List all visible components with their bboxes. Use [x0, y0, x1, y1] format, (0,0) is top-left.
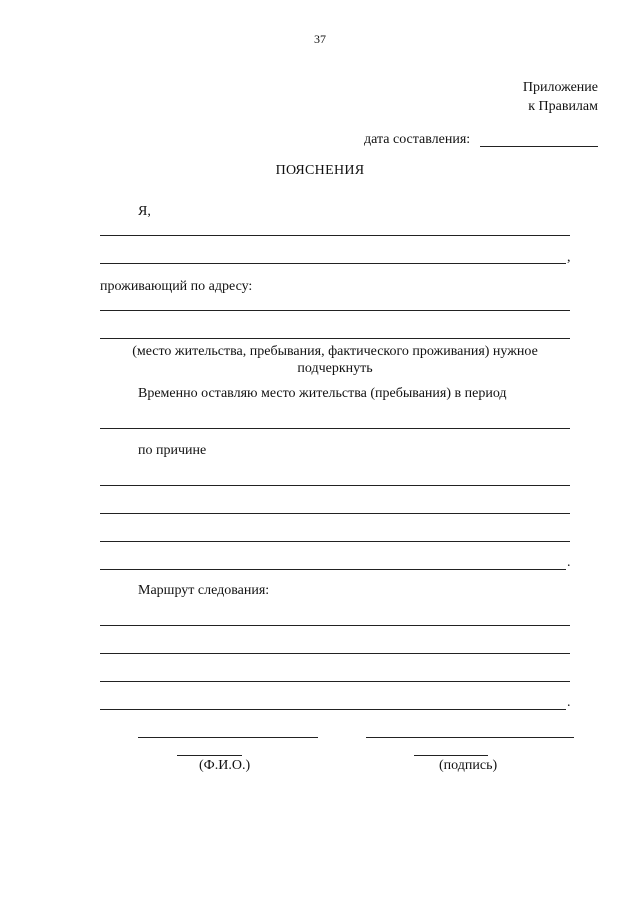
annex-header [523, 78, 598, 116]
address-note [100, 343, 570, 377]
address-field-line-2[interactable] [100, 338, 570, 339]
fio-field[interactable] [138, 737, 318, 738]
fio-underline [177, 755, 242, 756]
address-note-line-2: подчеркнуть [297, 361, 373, 376]
signature-underline [414, 755, 488, 756]
signature-caption: (подпись) [439, 758, 498, 773]
annex-line-2: к Правилам [528, 99, 598, 114]
fio-caption: (Ф.И.О.) [199, 758, 251, 773]
document-title: ПОЯСНЕНИЯ [275, 163, 365, 178]
route-period: . [567, 695, 571, 710]
reason-field-line-4[interactable] [100, 569, 566, 570]
reason-label: по причине [138, 443, 207, 458]
signature-field[interactable] [366, 737, 574, 738]
address-label: проживающий по адресу: [100, 279, 253, 294]
route-label: Маршрут следования: [138, 583, 270, 598]
route-field-line-4[interactable] [100, 709, 566, 710]
annex-line-1: Приложение [522, 80, 598, 95]
date-label: дата составления: [364, 132, 471, 147]
reason-field-line-2[interactable] [100, 513, 570, 514]
name-field-line-1[interactable] [100, 235, 570, 236]
i-label: Я, [138, 204, 151, 219]
address-field-line-1[interactable] [100, 310, 570, 311]
date-field[interactable] [480, 146, 598, 147]
reason-field-line-3[interactable] [100, 541, 570, 542]
address-note-line-1: (место жительства, пребывания, фактического проживания) нужное [132, 344, 538, 359]
reason-field-line-1[interactable] [100, 485, 570, 486]
leave-period-field[interactable] [100, 428, 570, 429]
route-field-line-2[interactable] [100, 653, 570, 654]
name-field-line-2[interactable] [100, 263, 566, 264]
route-field-line-1[interactable] [100, 625, 570, 626]
route-field-line-3[interactable] [100, 681, 570, 682]
leave-period-label: Временно оставляю место жительства (пребывания) в период [138, 386, 507, 401]
name-comma: , [567, 250, 571, 265]
reason-period: . [567, 555, 571, 570]
page-number: 37 [314, 32, 326, 46]
